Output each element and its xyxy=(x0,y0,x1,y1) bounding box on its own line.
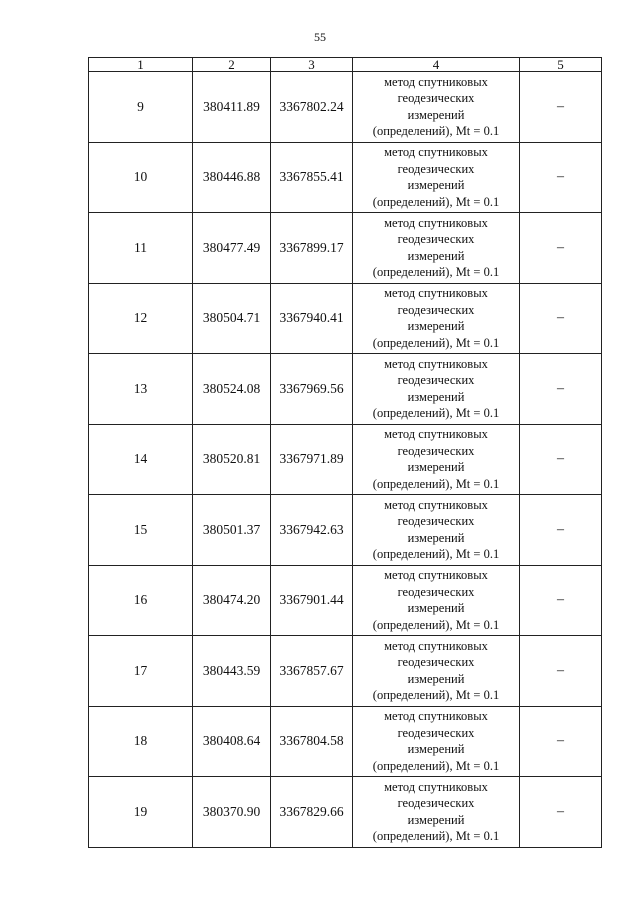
note-cell: – xyxy=(520,706,602,777)
header-col-1: 1 xyxy=(89,58,193,72)
method-line: метод спутниковых xyxy=(384,215,488,230)
y-coordinate-cell: 3367804.58 xyxy=(271,706,353,777)
method-line: метод спутниковых xyxy=(384,286,488,301)
method-line: измерений xyxy=(407,107,465,122)
method-line: (определений), Mt = 0.1 xyxy=(372,406,500,421)
method-cell xyxy=(353,565,520,636)
x-coordinate-cell: 380474.20 xyxy=(193,565,271,636)
method-line: метод спутниковых xyxy=(384,568,488,583)
method-line: геодезических xyxy=(397,655,475,670)
x-coordinate-cell: 380520.81 xyxy=(193,424,271,495)
table-row xyxy=(89,565,602,636)
method-line: (определений), Mt = 0.1 xyxy=(372,476,500,491)
note-cell: – xyxy=(520,283,602,354)
table-header-row xyxy=(89,58,602,72)
method-line: измерений xyxy=(407,319,465,334)
note-cell: – xyxy=(520,777,602,848)
method-line: измерений xyxy=(407,812,465,827)
point-number-cell: 16 xyxy=(89,565,193,636)
x-coordinate-cell: 380446.88 xyxy=(193,142,271,213)
method-line: (определений), Mt = 0.1 xyxy=(372,194,500,209)
table-row xyxy=(89,424,602,495)
point-number-cell: 18 xyxy=(89,706,193,777)
table-row xyxy=(89,777,602,848)
point-number-cell: 13 xyxy=(89,354,193,425)
note-cell: – xyxy=(520,565,602,636)
method-line: геодезических xyxy=(397,584,475,599)
point-number-cell: 9 xyxy=(89,72,193,143)
point-number-cell: 11 xyxy=(89,213,193,284)
method-line: метод спутниковых xyxy=(384,779,488,794)
header-col-3: 3 xyxy=(271,58,353,72)
method-cell xyxy=(353,495,520,566)
method-line: метод спутниковых xyxy=(384,145,488,160)
method-cell xyxy=(353,636,520,707)
header-col-2: 2 xyxy=(193,58,271,72)
page-number: 55 xyxy=(314,30,326,44)
method-line: метод спутниковых xyxy=(384,709,488,724)
table-row xyxy=(89,636,602,707)
x-coordinate-cell: 380370.90 xyxy=(193,777,271,848)
method-line: геодезических xyxy=(397,514,475,529)
header-col-5: 5 xyxy=(520,58,602,72)
method-line: геодезических xyxy=(397,302,475,317)
note-cell: – xyxy=(520,213,602,284)
table-row xyxy=(89,283,602,354)
note-cell: – xyxy=(520,495,602,566)
method-line: геодезических xyxy=(397,232,475,247)
method-line: геодезических xyxy=(397,443,475,458)
note-cell: – xyxy=(520,636,602,707)
y-coordinate-cell: 3367855.41 xyxy=(271,142,353,213)
x-coordinate-cell: 380501.37 xyxy=(193,495,271,566)
method-line: (определений), Mt = 0.1 xyxy=(372,617,500,632)
x-coordinate-cell: 380477.49 xyxy=(193,213,271,284)
table-row xyxy=(89,495,602,566)
method-line: геодезических xyxy=(397,796,475,811)
method-line: измерений xyxy=(407,389,465,404)
method-line: измерений xyxy=(407,742,465,757)
point-number-cell: 19 xyxy=(89,777,193,848)
y-coordinate-cell: 3367901.44 xyxy=(271,565,353,636)
table-row xyxy=(89,142,602,213)
method-line: измерений xyxy=(407,601,465,616)
method-cell xyxy=(353,706,520,777)
method-line: (определений), Mt = 0.1 xyxy=(372,265,500,280)
method-line: измерений xyxy=(407,460,465,475)
method-line: измерений xyxy=(407,248,465,263)
method-line: (определений), Mt = 0.1 xyxy=(372,335,500,350)
y-coordinate-cell: 3367802.24 xyxy=(271,72,353,143)
method-line: геодезических xyxy=(397,161,475,176)
x-coordinate-cell: 380411.89 xyxy=(193,72,271,143)
method-cell xyxy=(353,354,520,425)
y-coordinate-cell: 3367969.56 xyxy=(271,354,353,425)
point-number-cell: 10 xyxy=(89,142,193,213)
method-line: (определений), Mt = 0.1 xyxy=(372,688,500,703)
y-coordinate-cell: 3367971.89 xyxy=(271,424,353,495)
table-row xyxy=(89,706,602,777)
x-coordinate-cell: 380443.59 xyxy=(193,636,271,707)
note-cell: – xyxy=(520,72,602,143)
method-line: измерений xyxy=(407,530,465,545)
y-coordinate-cell: 3367899.17 xyxy=(271,213,353,284)
method-line: метод спутниковых xyxy=(384,638,488,653)
method-line: (определений), Mt = 0.1 xyxy=(372,758,500,773)
x-coordinate-cell: 380524.08 xyxy=(193,354,271,425)
method-line: измерений xyxy=(407,178,465,193)
coordinates-table xyxy=(88,57,602,848)
note-cell: – xyxy=(520,142,602,213)
method-line: метод спутниковых xyxy=(384,356,488,371)
method-cell xyxy=(353,142,520,213)
y-coordinate-cell: 3367857.67 xyxy=(271,636,353,707)
point-number-cell: 15 xyxy=(89,495,193,566)
method-line: (определений), Mt = 0.1 xyxy=(372,829,500,844)
point-number-cell: 17 xyxy=(89,636,193,707)
method-cell xyxy=(353,213,520,284)
table-row xyxy=(89,354,602,425)
y-coordinate-cell: 3367940.41 xyxy=(271,283,353,354)
x-coordinate-cell: 380504.71 xyxy=(193,283,271,354)
note-cell: – xyxy=(520,424,602,495)
y-coordinate-cell: 3367942.63 xyxy=(271,495,353,566)
method-line: метод спутниковых xyxy=(384,427,488,442)
header-col-4: 4 xyxy=(353,58,520,72)
method-line: геодезических xyxy=(397,725,475,740)
note-cell: – xyxy=(520,354,602,425)
method-cell xyxy=(353,283,520,354)
method-line: геодезических xyxy=(397,373,475,388)
method-cell xyxy=(353,777,520,848)
method-line: геодезических xyxy=(397,91,475,106)
x-coordinate-cell: 380408.64 xyxy=(193,706,271,777)
method-cell xyxy=(353,424,520,495)
point-number-cell: 12 xyxy=(89,283,193,354)
method-cell xyxy=(353,72,520,143)
table-row xyxy=(89,72,602,143)
method-line: измерений xyxy=(407,671,465,686)
point-number-cell: 14 xyxy=(89,424,193,495)
y-coordinate-cell: 3367829.66 xyxy=(271,777,353,848)
method-line: метод спутниковых xyxy=(384,497,488,512)
method-line: метод спутниковых xyxy=(384,74,488,89)
method-line: (определений), Mt = 0.1 xyxy=(372,547,500,562)
table-row xyxy=(89,213,602,284)
method-line: (определений), Mt = 0.1 xyxy=(372,124,500,139)
